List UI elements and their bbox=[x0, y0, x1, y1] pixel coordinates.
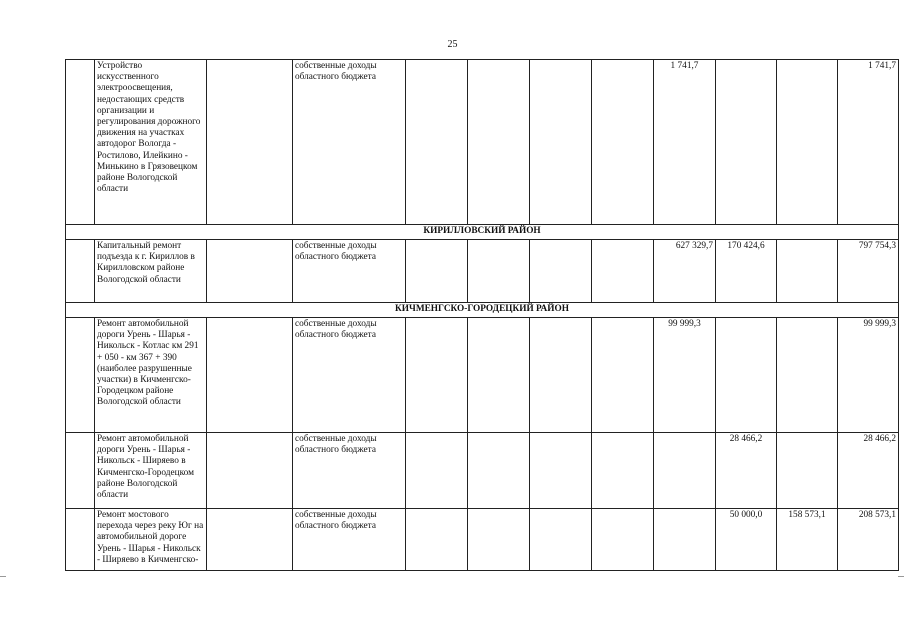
amount-cell: 99 999,3 bbox=[654, 318, 716, 433]
total-cell: 99 999,3 bbox=[838, 318, 899, 433]
row-index-cell bbox=[66, 509, 95, 571]
section-heading-kirillov: КИРИЛЛОВСКИЙ РАЙОН bbox=[66, 225, 899, 240]
amount-cell bbox=[654, 433, 716, 509]
amount-cell bbox=[654, 509, 716, 571]
table-row bbox=[66, 509, 899, 571]
section-heading-kichmengsko: КИЧМЕНГСКО-ГОРОДЕЦКИЙ РАЙОН bbox=[66, 303, 899, 318]
total-cell: 28 466,2 bbox=[838, 433, 899, 509]
scan-margin-mark-left bbox=[0, 576, 6, 577]
amount-cell: 28 466,2 bbox=[716, 433, 777, 509]
scan-margin-mark-right bbox=[898, 576, 904, 577]
empty-cell bbox=[207, 509, 293, 571]
empty-cell bbox=[406, 240, 468, 303]
row-index-cell bbox=[66, 318, 95, 433]
empty-cell bbox=[592, 433, 654, 509]
amount-cell bbox=[777, 60, 838, 225]
funding-source-cell: собственные доходы областного бюджета bbox=[293, 60, 406, 225]
empty-cell bbox=[406, 60, 468, 225]
section-row bbox=[66, 303, 899, 318]
empty-cell bbox=[406, 318, 468, 433]
table-row bbox=[66, 433, 899, 509]
row-index-cell bbox=[66, 60, 95, 225]
funding-source-cell: собственные доходы областного бюджета bbox=[293, 433, 406, 509]
total-cell: 797 754,3 bbox=[838, 240, 899, 303]
amount-cell: 158 573,1 bbox=[777, 509, 838, 571]
amount-cell: 50 000,0 bbox=[716, 509, 777, 571]
total-cell: 208 573,1 bbox=[838, 509, 899, 571]
amount-cell bbox=[777, 318, 838, 433]
empty-cell bbox=[530, 60, 592, 225]
amount-cell: 170 424,6 bbox=[716, 240, 777, 303]
empty-cell bbox=[406, 509, 468, 571]
total-cell: 1 741,7 bbox=[838, 60, 899, 225]
budget-table bbox=[65, 59, 899, 571]
amount-cell bbox=[716, 318, 777, 433]
empty-cell bbox=[530, 509, 592, 571]
project-name-cell: Ремонт автомобильной дороги Урень - Шарья - Никольск - Котлас км 291 + 050 - км 367 + 390 (наиболее разрушенные участки) в Кичменгско-Городецком районе Вологодской области bbox=[95, 318, 207, 433]
empty-cell bbox=[592, 60, 654, 225]
empty-cell bbox=[207, 240, 293, 303]
empty-cell bbox=[468, 240, 530, 303]
project-name-cell: Ремонт автомобильной дороги Урень - Шарья - Никольск - Ширяево в Кичменгско-Городецком районе Вологодской области bbox=[95, 433, 207, 509]
project-name-cell: Капитальный ремонт подъезда к г. Кириллов в Кирилловском районе Вологодской области bbox=[95, 240, 207, 303]
empty-cell bbox=[468, 509, 530, 571]
empty-cell bbox=[207, 60, 293, 225]
empty-cell bbox=[406, 433, 468, 509]
section-row bbox=[66, 225, 899, 240]
amount-cell: 627 329,7 bbox=[654, 240, 716, 303]
project-name-cell: Ремонт мостового перехода через реку Юг на автомобильной дороге Урень - Шарья - Никольск - Ширяево в Кичменгско- bbox=[95, 509, 207, 571]
empty-cell bbox=[592, 318, 654, 433]
empty-cell bbox=[468, 433, 530, 509]
empty-cell bbox=[468, 60, 530, 225]
row-index-cell bbox=[66, 240, 95, 303]
table-row bbox=[66, 318, 899, 433]
funding-source-cell: собственные доходы областного бюджета bbox=[293, 509, 406, 571]
amount-cell: 1 741,7 bbox=[654, 60, 716, 225]
empty-cell bbox=[530, 433, 592, 509]
empty-cell bbox=[468, 318, 530, 433]
amount-cell bbox=[777, 240, 838, 303]
funding-source-cell: собственные доходы областного бюджета bbox=[293, 240, 406, 303]
empty-cell bbox=[207, 433, 293, 509]
empty-cell bbox=[207, 318, 293, 433]
table-row bbox=[66, 240, 899, 303]
table-row bbox=[66, 60, 899, 225]
row-index-cell bbox=[66, 433, 95, 509]
amount-cell bbox=[716, 60, 777, 225]
empty-cell bbox=[530, 318, 592, 433]
project-name-cell: Устройство искусственного электроосвещения, недостающих средств организации и регулирования дорожного движения на участках автодорог Вологда - Ростилово, Илейкино - Минькино в Грязовецком районе Вологодской области bbox=[95, 60, 207, 225]
page-number: 25 bbox=[447, 39, 458, 50]
amount-cell bbox=[777, 433, 838, 509]
empty-cell bbox=[592, 509, 654, 571]
empty-cell bbox=[592, 240, 654, 303]
empty-cell bbox=[530, 240, 592, 303]
funding-source-cell: собственные доходы областного бюджета bbox=[293, 318, 406, 433]
